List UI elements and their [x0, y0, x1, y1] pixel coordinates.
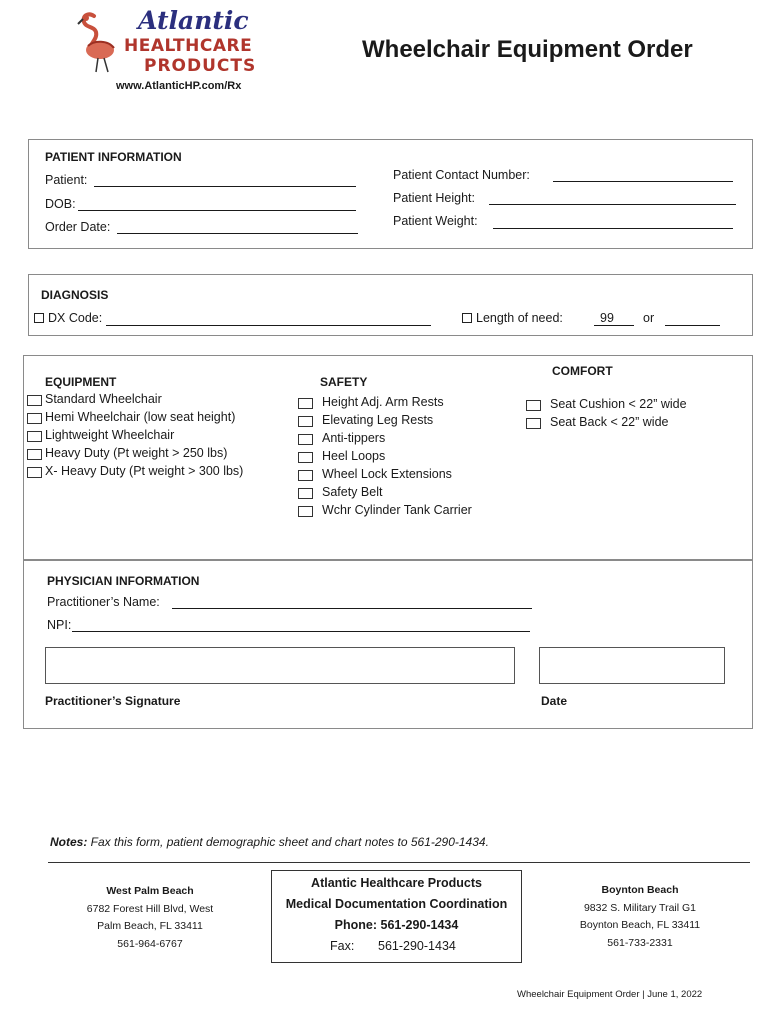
- page-title: Wheelchair Equipment Order: [362, 36, 693, 63]
- signature-box[interactable]: [45, 647, 515, 684]
- safety-item: Wchr Cylinder Tank Carrier: [322, 503, 472, 517]
- diagnosis-heading: DIAGNOSIS: [41, 288, 109, 302]
- safety-checkbox[interactable]: [298, 488, 313, 499]
- length-value-line: [594, 325, 634, 326]
- safety-item: Elevating Leg Rests: [322, 413, 434, 427]
- logo-word-atlantic: Atlantic: [138, 6, 249, 35]
- equipment-checkbox[interactable]: [27, 431, 42, 442]
- comfort-checkbox[interactable]: [526, 400, 541, 411]
- or-label: or: [643, 311, 655, 325]
- safety-checkbox[interactable]: [298, 452, 313, 463]
- safety-item: Anti-tippers: [322, 431, 386, 445]
- dob-field[interactable]: [78, 210, 356, 211]
- weight-field[interactable]: [493, 228, 733, 229]
- equipment-item: Standard Wheelchair: [45, 392, 162, 406]
- patient-info-heading: PATIENT INFORMATION: [45, 150, 182, 164]
- diagnosis-section: [28, 274, 753, 336]
- dx-code-checkbox[interactable]: [34, 313, 44, 323]
- npi-field[interactable]: [72, 631, 530, 632]
- comfort-item: Seat Cushion < 22” wide: [550, 397, 687, 411]
- physician-heading: PHYSICIAN INFORMATION: [47, 574, 200, 588]
- dx-code-row: [34, 311, 102, 325]
- height-field[interactable]: [489, 204, 736, 205]
- west-phone: 561-964-6767: [117, 937, 183, 950]
- patient-name-field[interactable]: [94, 186, 356, 187]
- length-of-need-value[interactable]: 99: [600, 311, 614, 325]
- npi-label: NPI:: [47, 618, 72, 632]
- notes: [50, 835, 489, 849]
- flamingo-icon: [74, 10, 124, 74]
- contact-fax: 561-290-1434: [378, 939, 456, 953]
- date-label: Date: [541, 694, 568, 708]
- location-east: [560, 882, 720, 952]
- contact-phone: Phone: 561-290-1434: [334, 918, 459, 932]
- order-date-field[interactable]: [117, 233, 358, 234]
- dx-code-label: DX Code:: [48, 311, 103, 325]
- equipment-checkbox[interactable]: [27, 467, 42, 478]
- safety-checkbox[interactable]: [298, 416, 313, 427]
- notes-label: Notes:: [50, 835, 88, 849]
- equipment-heading: EQUIPMENT: [45, 375, 117, 389]
- contact-fax-label: Fax:: [330, 939, 355, 953]
- contact-number-label: Patient Contact Number:: [393, 168, 530, 182]
- safety-item: Safety Belt: [322, 485, 383, 499]
- equipment-item: Lightweight Wheelchair: [45, 428, 175, 442]
- dx-code-field[interactable]: [106, 325, 431, 326]
- equipment-checkbox[interactable]: [27, 413, 42, 424]
- notes-text: Fax this form, patient demographic sheet and chart notes to 561-290-1434.: [87, 835, 489, 849]
- logo: [74, 6, 274, 82]
- contact-number-field[interactable]: [553, 181, 733, 182]
- contact-company: Atlantic Healthcare Products: [311, 876, 482, 890]
- dob-label: DOB:: [45, 197, 76, 211]
- equipment-checkbox[interactable]: [27, 395, 42, 406]
- location-west: [70, 883, 230, 953]
- comfort-item: Seat Back < 22” wide: [550, 415, 669, 429]
- weight-label: Patient Weight:: [393, 214, 478, 228]
- safety-checkbox[interactable]: [298, 470, 313, 481]
- contact-department: Medical Documentation Coordination: [285, 897, 508, 911]
- east-address-line1: 9832 S. Military Trail G1: [583, 901, 697, 914]
- divider: [48, 862, 750, 863]
- patient-name-label: Patient:: [45, 173, 88, 187]
- west-address-line1: 6782 Forest Hill Blvd, West: [86, 902, 214, 915]
- west-address-line2: Palm Beach, FL 33411: [97, 920, 203, 932]
- length-of-need-checkbox[interactable]: [462, 313, 472, 323]
- logo-word-healthcare: HEALTHCARE: [124, 36, 253, 56]
- comfort-checkbox[interactable]: [526, 418, 541, 429]
- length-of-need-row: [462, 311, 563, 325]
- website-url: www.AtlanticHP.com/Rx: [116, 80, 242, 92]
- equipment-item: Heavy Duty (Pt weight > 250 lbs): [45, 446, 228, 460]
- page-footer: Wheelchair Equipment Order | June 1, 2022: [517, 989, 703, 1000]
- comfort-heading: COMFORT: [552, 364, 613, 378]
- signature-label: Practitioner’s Signature: [45, 694, 181, 708]
- logo-word-products: PRODUCTS: [144, 56, 257, 76]
- equipment-item: Hemi Wheelchair (low seat height): [45, 410, 236, 424]
- equipment-item: X- Heavy Duty (Pt weight > 300 lbs): [45, 464, 244, 478]
- safety-checkbox[interactable]: [298, 398, 313, 409]
- length-of-need-label: Length of need:: [476, 311, 563, 325]
- height-label: Patient Height:: [393, 191, 475, 205]
- date-box[interactable]: [539, 647, 725, 684]
- east-phone: 561-733-2331: [607, 936, 673, 949]
- contact-box: [271, 870, 522, 963]
- safety-heading: SAFETY: [320, 375, 368, 389]
- safety-item: Height Adj. Arm Rests: [322, 395, 444, 409]
- order-date-label: Order Date:: [45, 220, 111, 234]
- practitioner-name-field[interactable]: [172, 608, 532, 609]
- equipment-checkbox[interactable]: [27, 449, 42, 460]
- safety-item: Heel Loops: [322, 449, 386, 463]
- west-name: West Palm Beach: [106, 885, 194, 897]
- length-other-field[interactable]: [665, 325, 720, 326]
- practitioner-name-label: Practitioner’s Name:: [47, 595, 160, 609]
- east-address-line2: Boynton Beach, FL 33411: [579, 919, 701, 931]
- east-name: Boynton Beach: [601, 884, 679, 896]
- safety-checkbox[interactable]: [298, 506, 313, 517]
- safety-checkbox[interactable]: [298, 434, 313, 445]
- safety-item: Wheel Lock Extensions: [322, 467, 452, 481]
